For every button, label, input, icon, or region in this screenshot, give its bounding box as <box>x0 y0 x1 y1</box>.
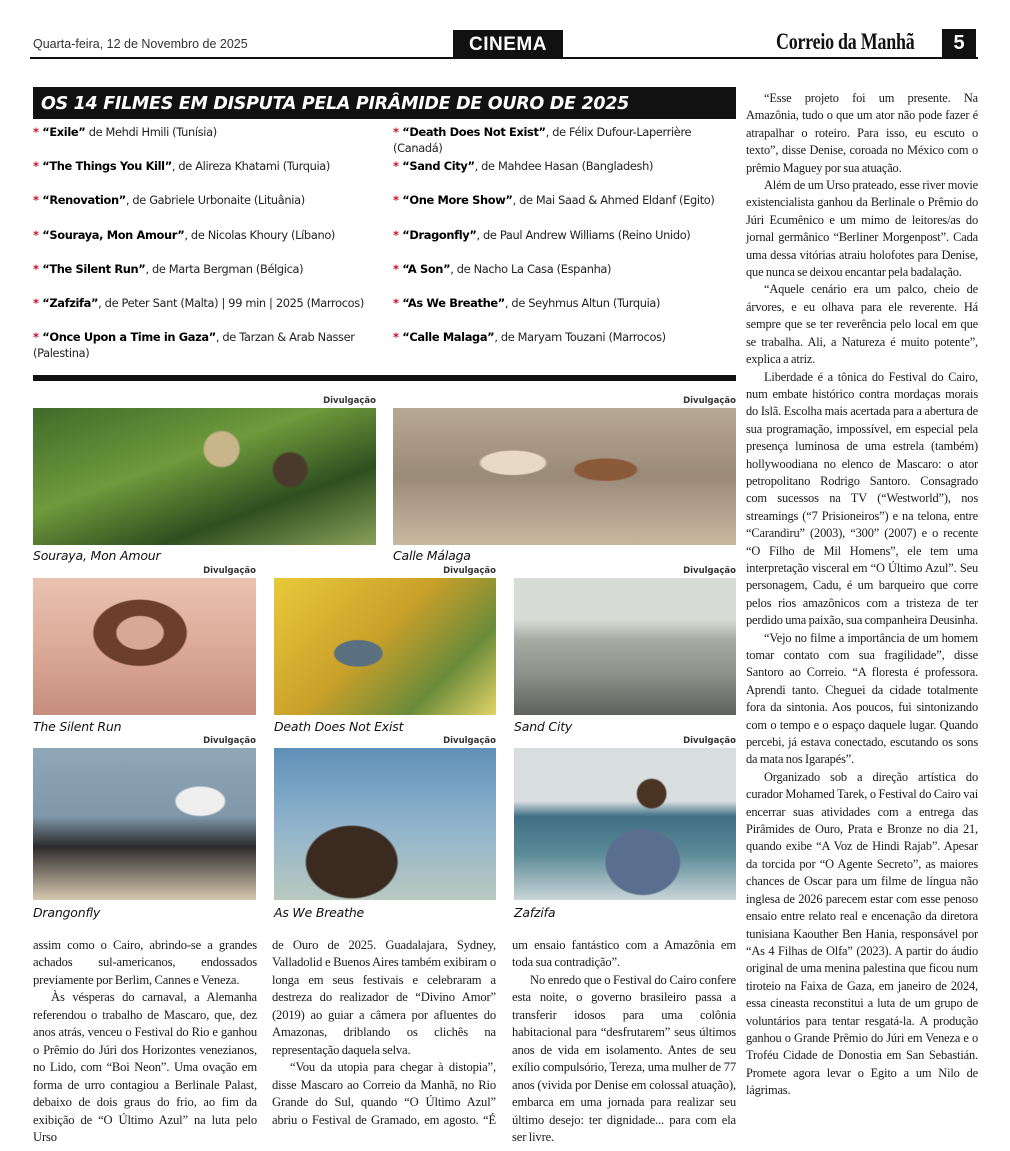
film-list-item <box>393 124 736 158</box>
film-list-item <box>33 295 383 329</box>
film-list-item <box>393 261 736 295</box>
asterisk-bullet-icon: * <box>33 159 43 174</box>
asterisk-bullet-icon: * <box>33 295 43 310</box>
photo-caption: Drangonfly <box>33 905 101 920</box>
article-paragraph: “Aquele cenário era um palco, cheio de árvores, e eu olhava para ele reverente. Há sempre que se ter reverência pelo local em que se trabalha. Ali, a Natureza é muito potente”, explica a atriz. <box>746 282 978 367</box>
asterisk-bullet-icon: * <box>33 227 43 242</box>
film-details: , de Nicolas Khoury (Líbano) <box>184 227 336 242</box>
film-list-item <box>393 227 736 261</box>
film-details: , de Paul Andrew Williams (Reino Unido) <box>476 227 691 242</box>
article-paragraph: Organizado sob a direção artística do curador Mohamed Tarek, o Festival do Cairo vai encerrar suas atividades com a entrega das Pirâmides de Ouro, Prata e Bronze no dia 21, quando exibe “A Voz de Hindi Rajab”. Apesar da torcida por “O Agente Secreto”, as maiores chances de Oscar para um filme de língua não inglesa de 2026 parecem estar com esse penoso ensaio entre relato real e encenação da diretora tunisiana Kaouther Ben Hania, responsável por “As 4 Filhas de Olfa” (2023). A partir do áudio original de uma menina palestina que ficou num tiroteio na Faixa de Gaza, em janeiro de 2024, essa cineasta reconstitui a luta de um grupo de voluntários para tentar resgatá-la. A produção ganhou o Grande Prêmio do Júri em Veneza e o Troféu Cidade de Donostia em San Sebastián. Promete agora levar o Egito a um Nilo de lágrimas. <box>746 769 978 1098</box>
photo-credit: Divulgação <box>203 736 256 746</box>
issue-date: Quarta-feira, 12 de Novembro de 2025 <box>33 37 248 51</box>
film-details: , de Félix Dufour-Laperrière (Canadá) <box>393 125 692 155</box>
photo-souraya-mon-amour <box>33 408 376 545</box>
article-paragraph: Às vésperas do carnaval, a Alemanha referendou o trabalho de Mascaro, que, dez anos atrás, venceu o Festival do Rio e ganhou o Prêmio do Júri dos Horizontes venezianos, no Lido, com “Boi Neon”. Uma ovação em forma de urro contagiou a Berlinale Palast, debaixo de dois graus do frio, ao fim da exibição de “O Último Azul” na luta pelo Urso <box>33 990 257 1144</box>
asterisk-bullet-icon: * <box>393 125 403 139</box>
article-paragraph: assim como o Cairo, abrindo-se a grandes achados sul-americanos, endossados previamente por Berlim, Cannes e Veneza. <box>33 938 257 987</box>
film-details: de Mehdi Hmili (Tunísia) <box>85 125 217 139</box>
article-paragraph: “Esse projeto foi um presente. Na Amazônia, tudo o que um ator não pode fazer é atrapalhar o roteiro. Para isso, eu escuto o texto”, disse Denise, coroada no México com o prêmio Maguey por sua atuação. <box>746 91 978 175</box>
photo-calle-malaga <box>393 408 736 545</box>
photo-credit: Divulgação <box>683 736 736 746</box>
film-title: “Death Does Not Exist” <box>402 125 546 139</box>
header-rule <box>30 57 978 59</box>
film-title: “Dragonfly” <box>402 227 477 242</box>
photo-caption: As We Breathe <box>274 905 365 920</box>
film-title: “As We Breathe” <box>402 295 505 310</box>
asterisk-bullet-icon: * <box>393 227 403 242</box>
film-list-item <box>33 192 383 226</box>
film-details: , de Peter Sant (Malta) | 99 min | 2025 (Marrocos) <box>98 295 364 310</box>
article-column-3 <box>512 937 736 1144</box>
film-details: , de Seyhmus Altun (Turquia) <box>504 295 661 310</box>
film-list-item <box>393 329 736 363</box>
asterisk-bullet-icon: * <box>33 330 43 345</box>
film-title: “Calle Malaga” <box>402 330 495 345</box>
photo-credit: Divulgação <box>683 566 736 576</box>
photo-caption: Zafzifa <box>514 905 556 920</box>
article-paragraph: “Vejo no filme a importância de um homem tomar contato com sua fragilidade”, disse Santoro ao Correio. “A floresta é professora. Aprendi tanto. Cheguei da cidade totalmente fora da sintonia. Aos poucos, fui sintonizando com o tempo e o espaço daquele lugar. Quando percebi, já estava conectado, escutando os sons da mata nos Igarapés”. <box>746 630 978 767</box>
film-title: “The Things You Kill” <box>42 159 172 174</box>
film-list-left <box>33 124 383 363</box>
film-details: , de Nacho La Casa (Espanha) <box>450 261 612 276</box>
article-column-2 <box>272 937 496 1129</box>
photo-sand-city <box>514 578 736 715</box>
film-details: , de Mahdee Hasan (Bangladesh) <box>474 159 654 174</box>
article-column-1 <box>33 937 257 1144</box>
film-title: “A Son” <box>402 261 451 276</box>
asterisk-bullet-icon: * <box>33 261 43 276</box>
photo-caption: Sand City <box>514 719 573 734</box>
film-details: , de Marta Bergman (Bélgica) <box>145 261 304 276</box>
asterisk-bullet-icon: * <box>393 330 403 345</box>
asterisk-bullet-icon: * <box>393 193 403 208</box>
photo-death-does-not-exist <box>274 578 496 715</box>
photo-caption: Calle Málaga <box>393 548 471 563</box>
asterisk-bullet-icon: * <box>393 159 403 174</box>
film-list-item <box>393 158 736 192</box>
film-details: , de Alireza Khatami (Turquia) <box>171 159 331 174</box>
article-paragraph: Além de um Urso prateado, esse river movie existencialista ganhou da Berlinale o Prêmio do Júri Ecumênico e um mimo de leitores/as do jornal germânico “Berliner Morgenpost”. Cada uma dessa vitórias atraiu holofotes para Denise, que nunca se deixou encantar pela badalação. <box>746 178 978 280</box>
film-list-item <box>33 124 383 158</box>
photo-caption: Death Does Not Exist <box>274 719 404 734</box>
asterisk-bullet-icon: * <box>33 193 43 208</box>
photo-dragonfly <box>33 748 256 900</box>
asterisk-bullet-icon: * <box>393 261 403 276</box>
film-title: “Sand City” <box>402 159 475 174</box>
box-divider <box>33 375 736 381</box>
film-list-item <box>393 295 736 329</box>
film-list-item <box>393 192 736 226</box>
section-label: CINEMA <box>453 30 563 58</box>
article-paragraph: um ensaio fantástico com a Amazônia em toda sua contradição”. <box>512 938 736 970</box>
photo-credit: Divulgação <box>443 736 496 746</box>
film-list-title: OS 14 FILMES EM DISPUTA PELA PIRÂMIDE DE OURO DE 2025 <box>33 87 736 119</box>
article-column-right <box>746 90 978 1130</box>
photo-the-silent-run <box>33 578 256 715</box>
film-details: , de Mai Saad & Ahmed Eldanf (Egito) <box>512 193 715 208</box>
photo-credit: Divulgação <box>443 566 496 576</box>
page-number: 5 <box>942 29 976 58</box>
film-title: “Renovation” <box>42 193 126 208</box>
asterisk-bullet-icon: * <box>33 125 43 139</box>
article-paragraph: No enredo que o Festival do Cairo confere esta noite, o governo brasileiro passa a transferir idosos para uma colônia habitacional para “desfrutarem” seus últimos anos de vida em isolamento. Antes de seu exílio compulsório, Tereza, uma mulher de 77 anos (vivida por Denise em colossal atuação), embarca em uma jornada para realizar seu último desejo: ter dignidade... para com ela ser livre. <box>512 972 736 1144</box>
film-list-right <box>393 124 736 363</box>
asterisk-bullet-icon: * <box>393 295 403 310</box>
film-details: , de Gabriele Urbonaite (Lituânia) <box>125 193 305 208</box>
photo-as-we-breathe <box>274 748 496 900</box>
film-title: “Exile” <box>42 125 86 139</box>
article-paragraph: “Vou da utopia para chegar à distopia”, disse Mascaro ao Correio da Manhã, no Rio Grande do Sul, quando “O Último Azul” abriu o Festival de Gramado, em agosto. “É <box>272 1060 496 1127</box>
film-title: “Once Upon a Time in Gaza” <box>42 330 216 345</box>
film-list-item <box>33 261 383 295</box>
film-title: “Zafzifa” <box>42 295 99 310</box>
film-list-item <box>33 158 383 192</box>
photo-caption: The Silent Run <box>33 719 122 734</box>
film-title: “The Silent Run” <box>42 261 146 276</box>
film-title: “One More Show” <box>402 193 513 208</box>
newspaper-logo: Correio da Manhã <box>776 29 915 54</box>
photo-caption: Souraya, Mon Amour <box>33 548 161 563</box>
film-details: , de Maryam Touzani (Marrocos) <box>494 330 666 345</box>
photo-zafzifa <box>514 748 736 900</box>
photo-credit: Divulgação <box>683 396 736 406</box>
film-list-item <box>33 329 383 363</box>
article-paragraph: de Ouro de 2025. Guadalajara, Sydney, Valladolid e Buenos Aires também exibiram o longa em seus festivais e celebraram a destreza do realizador de “Divino Amor” (2019) ao guiar a câmera por afluentes do Amazonas, driblando os clichês na representação daquela selva. <box>272 938 496 1057</box>
article-paragraph: Liberdade é a tônica do Festival do Cairo, num embate histórico contra mordaças morais do Islã. Escolha mais acertada para a abertura de sua programação, impossível, em especial pela presença luminosa de uma estrela (também) hollywoodiana no elenco de Mascaro: o ator petropolitano Rodrigo Santoro. Consagrado com sucessos na TV (“Westworld”), nos streamings (“7 Prisioneiros”) e na telona, entre “Carandiru” (2003), “300” (2007) e o recente “O Filho de Mil Homens”, ele tem uma interpretação visceral em “O Último Azul”. Seu personagem, Cadu, é um barqueiro que corre pelos rios amazônicos com a tristeza de ter perdido uma paixão, sua companheira Deusinha. <box>746 369 978 628</box>
photo-credit: Divulgação <box>203 566 256 576</box>
film-list-item <box>33 227 383 261</box>
photo-credit: Divulgação <box>323 396 376 406</box>
film-details: , de Tarzan & Arab Nasser (Palestina) <box>33 330 355 361</box>
film-title: “Souraya, Mon Amour” <box>42 227 185 242</box>
